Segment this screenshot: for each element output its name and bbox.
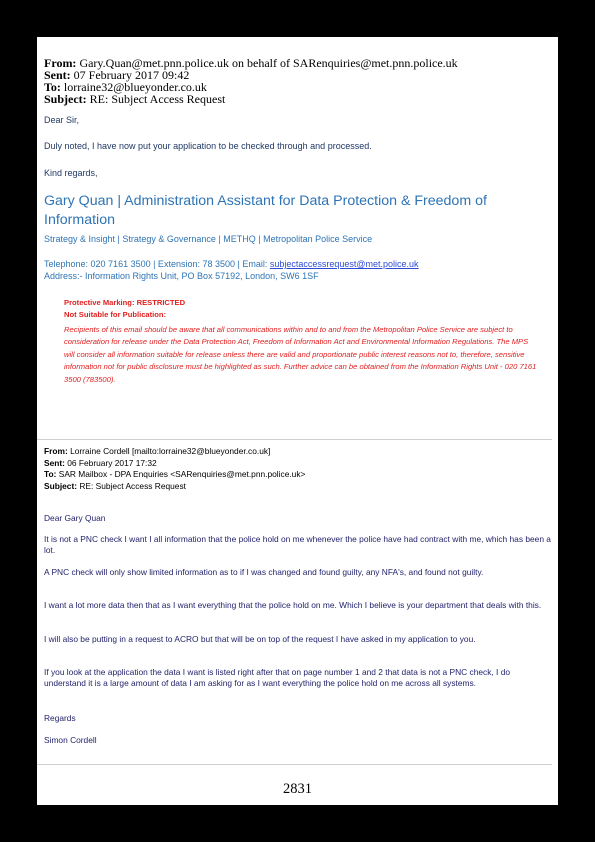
- quoted-from-line: [44, 446, 305, 458]
- email-header: [44, 57, 458, 105]
- signature-name-line1: Gary Quan | Administration Assistant for Data Protection & Freedom of: [44, 193, 487, 209]
- quoted-paragraph-2: A PNC check will only show limited information as to if I was changed and found guilty, any NFA's, and found not guilty.: [44, 567, 484, 577]
- subject-line: [44, 93, 458, 105]
- reply-greeting: Dear Sir,: [44, 115, 80, 125]
- quoted-to-label: To:: [44, 469, 57, 479]
- reply-closing: Kind regards,: [44, 168, 98, 178]
- quoted-paragraph-5: If you look at the application the data I want is listed right after that on page number 1 and 2 that data is not a PNC check, I do understand it is a large amount of data I am asking for as I want everything the police hold on me across all systems.: [44, 667, 511, 688]
- to-label: To:: [44, 80, 61, 94]
- quoted-subject-line: [44, 481, 305, 493]
- from-value: Gary.Quan@met.pnn.police.uk on behalf of SARenquiries@met.pnn.police.uk: [79, 56, 458, 70]
- page-number: 2831: [283, 781, 312, 797]
- sent-value: 07 February 2017 09:42: [73, 68, 190, 82]
- quoted-sent-label: Sent:: [44, 457, 65, 468]
- quoted-paragraph-1: It is not a PNC check I want I all information that the police hold on me whenever the police have had contract with me, which has been a lot.: [44, 534, 551, 555]
- signature-name-line2: Information: [44, 212, 115, 228]
- quoted-header: [44, 446, 305, 492]
- quoted-to-value: SAR Mailbox - DPA Enquiries <SARenquiries@met.pnn.police.uk>: [58, 469, 306, 479]
- quoted-subject-label: Subject:: [44, 480, 78, 491]
- to-value: lorraine32@blueyonder.co.uk: [63, 80, 207, 94]
- quoted-from-value: Lorraine Cordell [mailto:lorraine32@blueyonder.co.uk]: [70, 446, 271, 456]
- disclaimer-text: Recipients of this email should be aware that all communications within and to and from the Metropolitan Police Service are subject to consideration for release under the Data Protection Act, Freedom of Information Act and Environmental Information Regulations. The MPS will consider all information suitable for release unless there are valid and proportionate public interest reasons not to, therefore, sensitive information not for public disclosure must be highlighted as such. Further advice can be obtained from the Information Rights Unit - 020 7161 3500 (783500).: [64, 325, 537, 384]
- footer-rule: [37, 764, 552, 765]
- quoted-signature: Simon Cordell: [44, 735, 97, 745]
- quoted-closing: Regards: [44, 713, 76, 723]
- quoted-sent-line: [44, 458, 305, 470]
- reply-body: Duly noted, I have now put your application to be checked through and processed.: [44, 141, 372, 151]
- contact-prefix: Telephone: 020 7161 3500 | Extension: 78 3500 | Email:: [44, 259, 270, 269]
- quoted-sent-value: 06 February 2017 17:32: [67, 457, 157, 468]
- sent-label: Sent:: [44, 68, 71, 82]
- quoted-subject-value: RE: Subject Access Request: [79, 480, 186, 491]
- separator-line: [37, 439, 552, 440]
- email-link[interactable]: subjectaccessrequest@met.police.uk: [269, 259, 419, 269]
- from-label: From:: [44, 56, 77, 70]
- signature-address: Address:- Information Rights Unit, PO Box 57192, London, SW6 1SF: [44, 271, 319, 281]
- protective-marking: Protective Marking: RESTRICTED: [64, 298, 186, 307]
- signature-org: Strategy & Insight | Strategy & Governance | METHQ | Metropolitan Police Service: [44, 234, 373, 244]
- subject-value: RE: Subject Access Request: [89, 92, 226, 106]
- subject-label: Subject:: [44, 92, 87, 106]
- quoted-to-line: [44, 469, 305, 481]
- quoted-paragraph-4: I will also be putting in a request to ACRO but that will be on top of the request I have asked in my application to you.: [44, 634, 476, 644]
- quoted-paragraph-3: I want a lot more data then that as I want everything that the police hold on me. Which I believe is your department that deals with this.: [44, 600, 542, 610]
- quoted-from-label: From:: [44, 446, 68, 456]
- quoted-greeting: Dear Gary Quan: [44, 513, 106, 523]
- publication-notice: Not Suitable for Publication:: [64, 310, 167, 319]
- document-page: [37, 37, 558, 805]
- signature-contact: [44, 259, 419, 269]
